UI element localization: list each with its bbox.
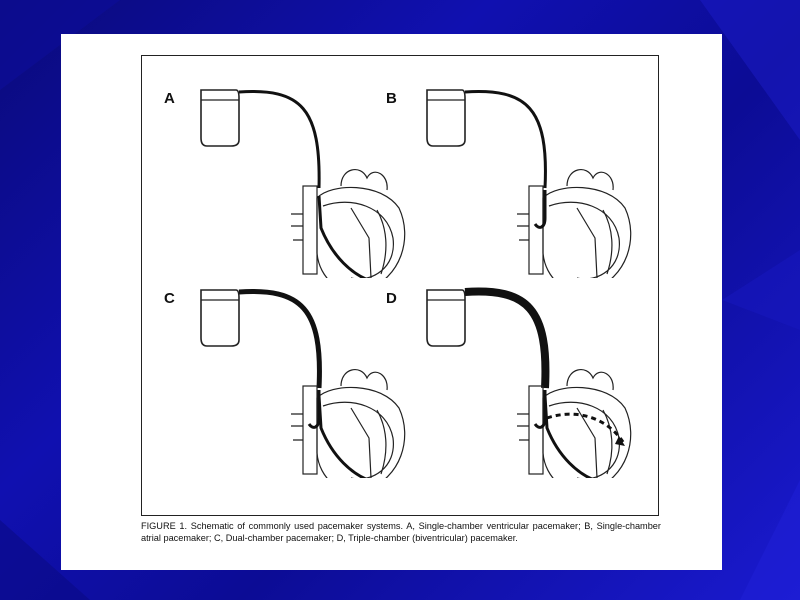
caption-label: FIGURE 1.	[141, 521, 188, 531]
figure-card	[61, 34, 722, 570]
panel-letter-a: A	[164, 90, 175, 107]
pacemaker-generator-b	[427, 90, 465, 146]
panel-d-diagram	[417, 278, 637, 478]
panel-b-diagram	[417, 78, 637, 278]
heart-d	[517, 370, 631, 478]
panel-letter-c: C	[164, 290, 175, 307]
pacemaker-generator-c	[201, 290, 239, 346]
heart-c	[291, 370, 405, 478]
caption-text: Schematic of commonly used pacemaker systems. A, Single-chamber ventricular pacemaker; B, Single-chamber atrial pacemaker; C, Dual-chamber pacemaker; D, Triple-chamber (biventricular) pacemaker.	[141, 521, 661, 543]
heart-a	[291, 170, 405, 278]
panel-c-diagram	[191, 278, 411, 478]
figure-caption	[141, 520, 661, 544]
panel-letter-b: B	[386, 90, 397, 107]
panel-a-diagram	[191, 78, 411, 278]
panel-letter-d: D	[386, 290, 397, 307]
pacemaker-generator-a	[201, 90, 239, 146]
heart-b	[517, 170, 631, 278]
pacemaker-generator-d	[427, 290, 465, 346]
